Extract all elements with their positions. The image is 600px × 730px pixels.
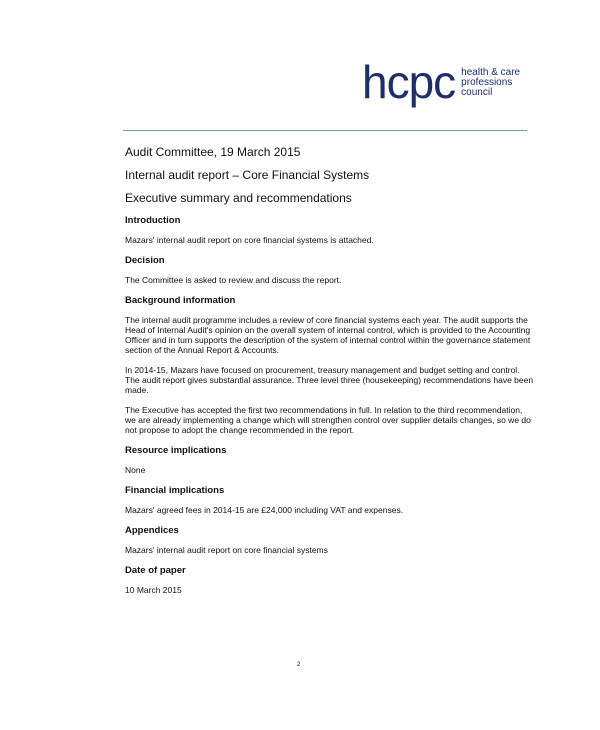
logo-tagline-line: professions xyxy=(461,77,513,88)
background-paragraph-1: The internal audit programme includes a review of core financial systems each year. The audit supports the Head of Internal Audit's opinion on the overall system of internal control, which is provided to the Accounting Officer and in turn supports the description of the system of internal control within the governance statement section of the Annual Report & Accounts. xyxy=(125,315,531,355)
resource-heading: Resource implications xyxy=(125,445,227,456)
financial-text: Mazars' agreed fees in 2014-15 are £24,000 including VAT and expenses. xyxy=(125,505,404,515)
financial-heading: Financial implications xyxy=(125,485,225,496)
background-paragraph-2: In 2014-15, Mazars have focused on procurement, treasury management and budget setting and control. The audit report gives substantial assurance. Three level three (housekeeping) recommendations have been made. xyxy=(125,365,534,395)
date-heading: Date of paper xyxy=(125,565,186,576)
logo-tagline xyxy=(461,68,520,98)
page-number: 2 xyxy=(297,662,301,668)
appendices-text: Mazars' internal audit report on core financial systems xyxy=(125,545,328,555)
resource-text: None xyxy=(125,465,146,475)
report-title: Internal audit report – Core Financial Systems xyxy=(125,168,370,182)
appendices-heading: Appendices xyxy=(125,525,179,536)
logo-wordmark: hcpc xyxy=(362,56,456,108)
introduction-text: Mazars' internal audit report on core financial systems is attached. xyxy=(125,235,374,245)
background-paragraph-3: The Executive has accepted the first two recommendations in full. In relation to the third recommendation, we are already implementing a change which will strengthen control over supplier details changes, so we do not propose to adopt the change recommended in the report. xyxy=(125,405,531,435)
meeting-title: Audit Committee, 19 March 2015 xyxy=(125,145,301,159)
document-body xyxy=(125,145,535,595)
logo-tagline-line: council xyxy=(461,87,493,98)
logo-tagline-line: health & care xyxy=(461,67,521,78)
header-divider xyxy=(123,130,527,131)
summary-title: Executive summary and recommendations xyxy=(125,191,352,205)
decision-heading: Decision xyxy=(125,255,165,266)
hcpc-logo xyxy=(362,56,521,108)
date-text: 10 March 2015 xyxy=(125,585,182,595)
background-heading: Background information xyxy=(125,295,236,306)
introduction-heading: Introduction xyxy=(125,215,181,226)
decision-text: The Committee is asked to review and discuss the report. xyxy=(125,275,342,285)
